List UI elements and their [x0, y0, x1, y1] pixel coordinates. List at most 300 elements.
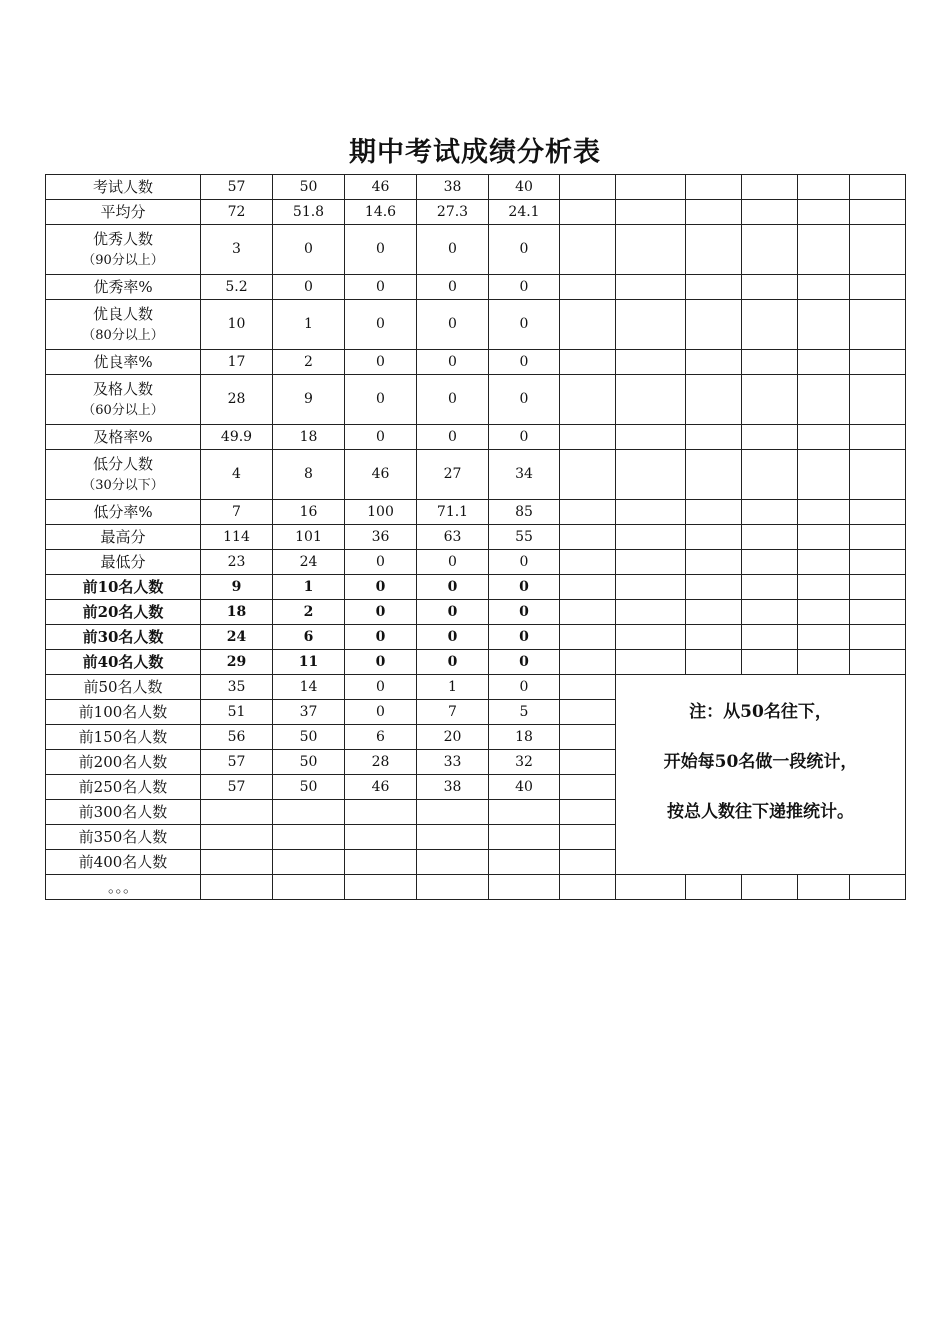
empty-cell [686, 275, 742, 300]
row-label [46, 200, 201, 225]
value-cell: 0 [489, 600, 560, 625]
empty-cell [616, 500, 686, 525]
row-label-text: 优秀率% [93, 277, 153, 296]
row-label-text: 前50名人数 [83, 677, 163, 696]
empty-cell [560, 500, 616, 525]
empty-cell [850, 875, 906, 900]
empty-cell [686, 350, 742, 375]
value-cell: 4 [201, 450, 273, 500]
value-cell: 5 [489, 700, 560, 725]
empty-cell [798, 200, 850, 225]
empty-cell [798, 625, 850, 650]
value-cell: 36 [345, 525, 417, 550]
value-cell [489, 850, 560, 875]
value-cell: 1 [273, 575, 345, 600]
value-cell: 0 [273, 275, 345, 300]
empty-cell [686, 600, 742, 625]
empty-cell [742, 375, 798, 425]
table-row [46, 675, 906, 700]
empty-cell [686, 550, 742, 575]
empty-cell [616, 575, 686, 600]
value-cell: 28 [345, 750, 417, 775]
row-label [46, 650, 201, 675]
empty-cell [742, 525, 798, 550]
value-cell: 17 [201, 350, 273, 375]
empty-cell [560, 775, 616, 800]
value-cell: 6 [273, 625, 345, 650]
empty-cell [798, 225, 850, 275]
value-cell: 56 [201, 725, 273, 750]
table-row [46, 625, 906, 650]
value-cell: 20 [417, 725, 489, 750]
row-label [46, 525, 201, 550]
row-label [46, 750, 201, 775]
empty-cell [560, 225, 616, 275]
empty-cell [742, 450, 798, 500]
value-cell: 0 [345, 675, 417, 700]
empty-cell [850, 200, 906, 225]
value-cell: 0 [345, 350, 417, 375]
row-label-text: 前100名人数 [78, 702, 168, 721]
value-cell: 28 [201, 375, 273, 425]
value-cell: 0 [417, 650, 489, 675]
value-cell: 0 [489, 375, 560, 425]
row-label-text: 最高分 [100, 527, 146, 546]
row-label [46, 825, 201, 850]
value-cell: 38 [417, 775, 489, 800]
empty-cell [616, 650, 686, 675]
value-cell: 50 [273, 750, 345, 775]
value-cell: 0 [345, 650, 417, 675]
empty-cell [742, 350, 798, 375]
row-label-text: 前30名人数 [82, 627, 164, 646]
empty-cell [560, 725, 616, 750]
value-cell: 0 [345, 275, 417, 300]
empty-cell [850, 175, 906, 200]
empty-cell [742, 650, 798, 675]
row-label-text: 前300名人数 [78, 802, 168, 821]
row-label-text: 低分率% [93, 502, 153, 521]
empty-cell [850, 300, 906, 350]
empty-cell [798, 275, 850, 300]
value-cell: 2 [273, 350, 345, 375]
value-cell: 40 [489, 775, 560, 800]
note-line: 按总人数往下递推统计。 [667, 802, 854, 822]
value-cell: 0 [489, 350, 560, 375]
empty-cell [616, 225, 686, 275]
empty-cell [850, 225, 906, 275]
value-cell: 0 [489, 575, 560, 600]
table-row [46, 875, 906, 900]
empty-cell [798, 575, 850, 600]
value-cell: 46 [345, 450, 417, 500]
empty-cell [798, 500, 850, 525]
empty-cell [560, 600, 616, 625]
value-cell: 46 [345, 175, 417, 200]
value-cell: 0 [417, 625, 489, 650]
value-cell: 0 [345, 375, 417, 425]
row-label-text: 优良人数 [92, 304, 153, 323]
table-row [46, 225, 906, 275]
value-cell: 14 [273, 675, 345, 700]
empty-cell [616, 425, 686, 450]
value-cell: 0 [345, 700, 417, 725]
value-cell [417, 800, 489, 825]
empty-cell [850, 650, 906, 675]
value-cell: 9 [273, 375, 345, 425]
empty-cell [798, 875, 850, 900]
empty-cell [560, 175, 616, 200]
empty-cell [616, 550, 686, 575]
row-label-text: 最低分 [100, 552, 146, 571]
value-cell: 0 [417, 425, 489, 450]
value-cell: 0 [489, 625, 560, 650]
note-line: 开始每50名做一段统计， [663, 752, 858, 772]
value-cell: 5.2 [201, 275, 273, 300]
empty-cell [560, 550, 616, 575]
value-cell: 0 [489, 550, 560, 575]
value-cell [273, 800, 345, 825]
empty-cell [560, 650, 616, 675]
value-cell: 100 [345, 500, 417, 525]
value-cell: 0 [345, 575, 417, 600]
empty-cell [686, 650, 742, 675]
row-label [46, 850, 201, 875]
value-cell: 18 [489, 725, 560, 750]
table-row [46, 425, 906, 450]
value-cell [489, 800, 560, 825]
empty-cell [850, 600, 906, 625]
row-label-text: 及格率% [93, 427, 153, 446]
empty-cell [686, 575, 742, 600]
empty-cell [560, 700, 616, 725]
table-row [46, 525, 906, 550]
value-cell: 0 [417, 600, 489, 625]
table-row [46, 350, 906, 375]
empty-cell [742, 575, 798, 600]
row-label-subtext: （60分以上） [82, 402, 164, 418]
row-label-text: 及格人数 [92, 379, 153, 398]
empty-cell [616, 875, 686, 900]
value-cell [201, 800, 273, 825]
empty-cell [686, 525, 742, 550]
value-cell: 0 [345, 600, 417, 625]
value-cell [273, 875, 345, 900]
value-cell [345, 800, 417, 825]
empty-cell [616, 175, 686, 200]
table-row [46, 375, 906, 425]
empty-cell [798, 600, 850, 625]
value-cell: 1 [417, 675, 489, 700]
empty-cell [850, 275, 906, 300]
empty-cell [798, 450, 850, 500]
row-label [46, 775, 201, 800]
row-label [46, 725, 201, 750]
table-row [46, 200, 906, 225]
empty-cell [686, 875, 742, 900]
value-cell: 33 [417, 750, 489, 775]
value-cell [273, 850, 345, 875]
table-row [46, 600, 906, 625]
empty-cell [616, 275, 686, 300]
value-cell: 0 [345, 225, 417, 275]
empty-cell [850, 450, 906, 500]
row-label-text: 低分人数 [92, 454, 153, 473]
value-cell: 50 [273, 775, 345, 800]
row-label [46, 550, 201, 575]
row-label-text: 前150名人数 [78, 727, 168, 746]
value-cell: 37 [273, 700, 345, 725]
value-cell: 0 [417, 225, 489, 275]
empty-cell [742, 425, 798, 450]
empty-cell [616, 600, 686, 625]
table-row [46, 650, 906, 675]
value-cell: 24 [201, 625, 273, 650]
empty-cell [560, 275, 616, 300]
value-cell: 0 [489, 650, 560, 675]
empty-cell [616, 625, 686, 650]
value-cell: 0 [417, 275, 489, 300]
row-label [46, 375, 201, 425]
row-label [46, 425, 201, 450]
empty-cell [560, 525, 616, 550]
value-cell: 29 [201, 650, 273, 675]
empty-cell [742, 875, 798, 900]
empty-cell [686, 625, 742, 650]
value-cell: 0 [273, 225, 345, 275]
value-cell [201, 875, 273, 900]
value-cell: 38 [417, 175, 489, 200]
value-cell: 0 [345, 625, 417, 650]
value-cell: 0 [417, 350, 489, 375]
empty-cell [616, 350, 686, 375]
empty-cell [742, 550, 798, 575]
value-cell: 51 [201, 700, 273, 725]
row-label-subtext: （90分以上） [82, 252, 164, 268]
empty-cell [616, 375, 686, 425]
value-cell: 24.1 [489, 200, 560, 225]
value-cell: 0 [489, 225, 560, 275]
row-label [46, 500, 201, 525]
empty-cell [560, 450, 616, 500]
value-cell: 18 [201, 600, 273, 625]
empty-cell [850, 375, 906, 425]
empty-cell [560, 875, 616, 900]
table-row [46, 275, 906, 300]
value-cell: 14.6 [345, 200, 417, 225]
empty-cell [686, 450, 742, 500]
empty-cell [742, 500, 798, 525]
empty-cell [560, 825, 616, 850]
table-row [46, 575, 906, 600]
empty-cell [850, 575, 906, 600]
value-cell: 0 [345, 300, 417, 350]
page-title: 期中考试成绩分析表 [349, 137, 601, 168]
value-cell: 49.9 [201, 425, 273, 450]
empty-cell [742, 600, 798, 625]
value-cell [345, 825, 417, 850]
empty-cell [742, 225, 798, 275]
empty-cell [798, 175, 850, 200]
value-cell: 0 [345, 425, 417, 450]
row-label-text: 前20名人数 [82, 602, 164, 621]
value-cell: 1 [273, 300, 345, 350]
value-cell: 46 [345, 775, 417, 800]
value-cell: 2 [273, 600, 345, 625]
value-cell: 55 [489, 525, 560, 550]
empty-cell [560, 350, 616, 375]
row-label-text: 前10名人数 [82, 577, 164, 596]
value-cell [201, 850, 273, 875]
value-cell: 35 [201, 675, 273, 700]
empty-cell [560, 675, 616, 700]
empty-cell [798, 350, 850, 375]
value-cell: 85 [489, 500, 560, 525]
row-label-text: 平均分 [100, 202, 146, 221]
empty-cell [686, 375, 742, 425]
value-cell: 3 [201, 225, 273, 275]
value-cell: 57 [201, 775, 273, 800]
value-cell: 57 [201, 750, 273, 775]
value-cell: 0 [417, 300, 489, 350]
row-label-text: 优良率% [93, 352, 153, 371]
empty-cell [560, 375, 616, 425]
value-cell: 9 [201, 575, 273, 600]
value-cell: 7 [417, 700, 489, 725]
empty-cell [686, 175, 742, 200]
value-cell [417, 850, 489, 875]
value-cell [489, 875, 560, 900]
value-cell: 6 [345, 725, 417, 750]
value-cell [273, 825, 345, 850]
value-cell: 10 [201, 300, 273, 350]
value-cell: 0 [489, 425, 560, 450]
value-cell: 27 [417, 450, 489, 500]
value-cell: 0 [489, 275, 560, 300]
row-label-text: 前400名人数 [78, 852, 168, 871]
empty-cell [686, 425, 742, 450]
row-label-text: 前200名人数 [78, 752, 168, 771]
value-cell: 32 [489, 750, 560, 775]
empty-cell [560, 750, 616, 775]
empty-cell [616, 525, 686, 550]
row-label [46, 350, 201, 375]
value-cell: 0 [417, 550, 489, 575]
row-label [46, 450, 201, 500]
empty-cell [798, 550, 850, 575]
value-cell: 7 [201, 500, 273, 525]
value-cell [489, 825, 560, 850]
row-label-subtext: （30分以下） [82, 477, 164, 493]
empty-cell [850, 625, 906, 650]
empty-cell [686, 200, 742, 225]
empty-cell [686, 500, 742, 525]
value-cell: 71.1 [417, 500, 489, 525]
empty-cell [560, 800, 616, 825]
value-cell: 101 [273, 525, 345, 550]
row-label-text: 考试人数 [92, 177, 153, 196]
empty-cell [798, 300, 850, 350]
empty-cell [686, 225, 742, 275]
empty-cell [798, 375, 850, 425]
value-cell: 0 [489, 300, 560, 350]
value-cell: 16 [273, 500, 345, 525]
value-cell: 18 [273, 425, 345, 450]
table-row [46, 300, 906, 350]
empty-cell [798, 650, 850, 675]
table-row [46, 175, 906, 200]
empty-cell [742, 200, 798, 225]
row-label-text: 前350名人数 [78, 827, 168, 846]
empty-cell [742, 275, 798, 300]
empty-cell [742, 300, 798, 350]
row-label [46, 875, 201, 900]
row-label-text: 前40名人数 [82, 652, 164, 671]
row-label-text: 优秀人数 [92, 229, 153, 248]
row-label-text: 前250名人数 [78, 777, 168, 796]
value-cell: 0 [417, 575, 489, 600]
row-label [46, 175, 201, 200]
value-cell: 63 [417, 525, 489, 550]
value-cell: 0 [417, 375, 489, 425]
empty-cell [742, 625, 798, 650]
empty-cell [850, 350, 906, 375]
empty-cell [560, 425, 616, 450]
value-cell [417, 825, 489, 850]
empty-cell [616, 300, 686, 350]
table-row [46, 450, 906, 500]
row-label [46, 225, 201, 275]
row-label [46, 800, 201, 825]
value-cell [345, 850, 417, 875]
table-row [46, 500, 906, 525]
value-cell: 50 [273, 725, 345, 750]
value-cell [201, 825, 273, 850]
value-cell: 8 [273, 450, 345, 500]
empty-cell [742, 175, 798, 200]
value-cell: 23 [201, 550, 273, 575]
value-cell: 72 [201, 200, 273, 225]
empty-cell [616, 450, 686, 500]
value-cell: 0 [489, 675, 560, 700]
empty-cell [560, 625, 616, 650]
empty-cell [560, 300, 616, 350]
value-cell: 34 [489, 450, 560, 500]
row-label [46, 575, 201, 600]
table-row [46, 550, 906, 575]
empty-cell [560, 575, 616, 600]
empty-cell [798, 425, 850, 450]
row-label-subtext: （80分以上） [82, 327, 164, 343]
empty-cell [850, 550, 906, 575]
empty-cell [560, 200, 616, 225]
empty-cell [798, 525, 850, 550]
note-cell [616, 675, 906, 875]
empty-cell [686, 300, 742, 350]
empty-cell [560, 850, 616, 875]
empty-cell [850, 525, 906, 550]
value-cell: 40 [489, 175, 560, 200]
value-cell: 0 [345, 550, 417, 575]
score-analysis-table [45, 174, 906, 900]
value-cell: 114 [201, 525, 273, 550]
row-label [46, 275, 201, 300]
value-cell: 57 [201, 175, 273, 200]
value-cell: 51.8 [273, 200, 345, 225]
empty-cell [850, 500, 906, 525]
empty-cell [616, 200, 686, 225]
row-label [46, 700, 201, 725]
